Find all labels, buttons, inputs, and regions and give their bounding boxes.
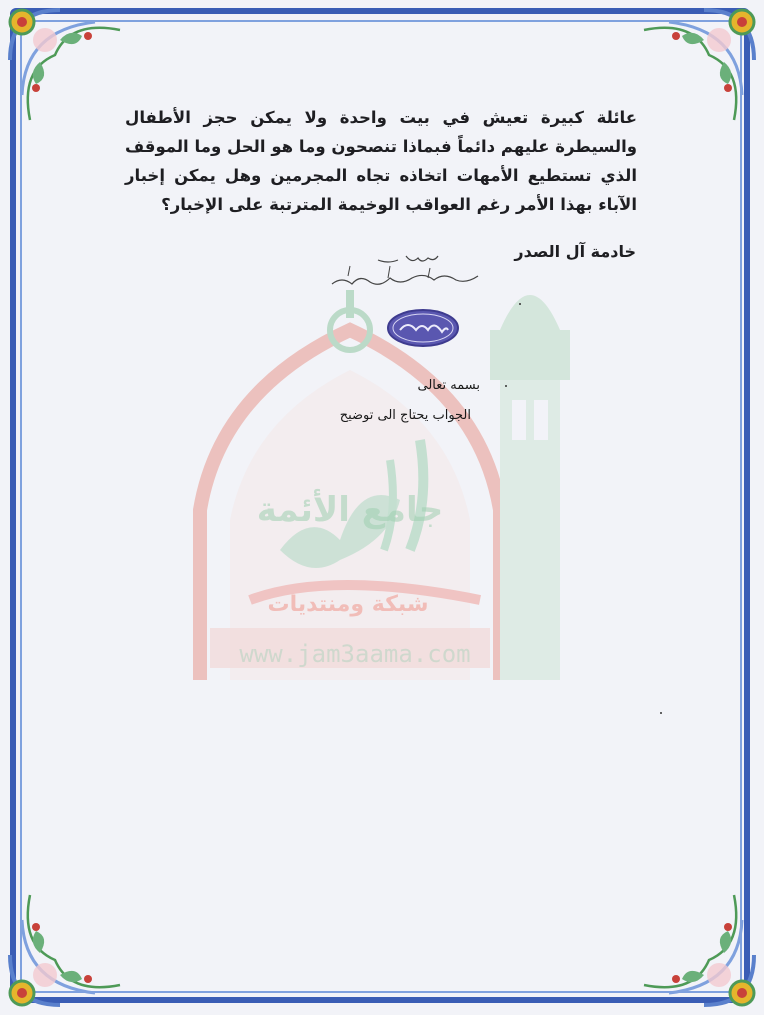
- official-seal-icon: [386, 308, 460, 348]
- sender-signature: خادمة آل الصدر: [514, 242, 636, 261]
- corner-ornament-top-right: [634, 0, 764, 130]
- scan-speck: [660, 712, 662, 714]
- answer-heading: بسمه تعالى: [417, 378, 480, 393]
- corner-ornament-bottom-left: [0, 885, 130, 1015]
- scan-speck: [519, 303, 521, 305]
- answer-text: الجواب يحتاج الى توضيح: [339, 408, 471, 423]
- scan-speck: [505, 385, 507, 387]
- question-text: عائلة كبيرة تعيش في بيت واحدة ولا يمكن حجز الأطفال والسيطرة عليهم دائماً فبماذا تنصحون وما هو الحل وما الموقف الذي تستطيع الأمهات اتخاذه تجاه المجرمين وهل يمكن إخبار الآباء بهذا الأمر رغم العواقب الوخيمة المترتبة على الإخبار؟: [125, 108, 637, 214]
- watermark-subtitle: شبكة ومنتديات: [267, 592, 429, 617]
- corner-ornament-top-left: [0, 0, 130, 130]
- watermark-title: جامع الأئمة: [256, 490, 444, 530]
- corner-ornament-bottom-right: [634, 885, 764, 1015]
- watermark-logo: [190, 270, 580, 690]
- handwritten-note: [328, 250, 486, 294]
- watermark-url: www.jam3aama.com: [239, 640, 471, 668]
